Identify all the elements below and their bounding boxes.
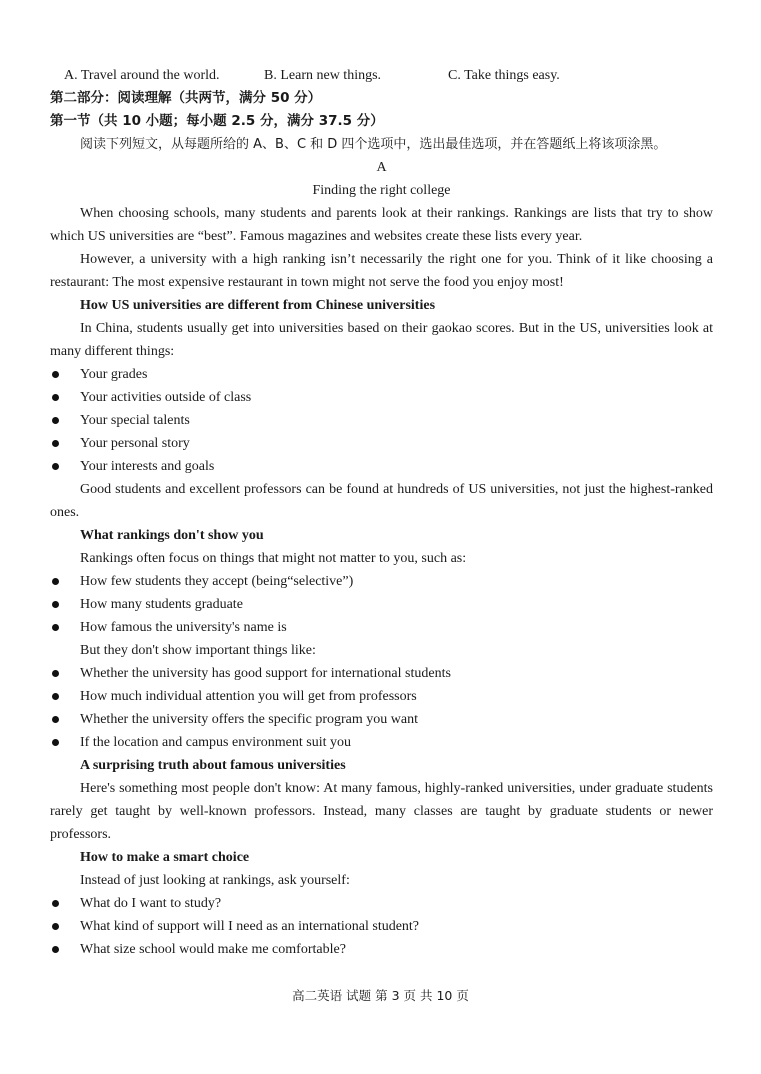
list-item: Whether the university has good support for international students xyxy=(50,662,713,685)
list-item: What kind of support will I need as an international student? xyxy=(50,915,713,938)
list-item: What size school would make me comfortable? xyxy=(50,938,713,961)
paragraph-2: However, a university with a high ranking isn’t necessarily the right one for you. Think of it like choosing a restaurant: The most expensive restaurant in town might not serve the food you enjoy most! xyxy=(50,252,713,290)
bullet-icon xyxy=(52,693,59,700)
bullet-icon xyxy=(52,670,59,677)
option-b: B. Learn new things. xyxy=(264,68,382,83)
option-a: A. Travel around the world. xyxy=(64,68,220,83)
list-item: How many students graduate xyxy=(50,593,713,616)
rankings-focus-list xyxy=(50,570,713,639)
passage-letter: A xyxy=(376,160,387,175)
list-item: If the location and campus environment suit you xyxy=(50,731,713,754)
paragraph-5: Rankings often focus on things that might not matter to you, such as: xyxy=(80,551,467,566)
bullet-icon xyxy=(52,716,59,723)
section-heading-truth: A surprising truth about famous universities xyxy=(80,758,346,773)
bullet-icon xyxy=(52,739,59,746)
list-item: Your personal story xyxy=(50,432,713,455)
list-item: How famous the university's name is xyxy=(50,616,713,639)
bullet-icon xyxy=(52,394,59,401)
option-c: C. Take things easy. xyxy=(448,68,560,83)
paragraph-4: Good students and excellent professors can be found at hundreds of US universities, not just the highest-ranked ones. xyxy=(50,482,713,520)
bullet-icon xyxy=(52,923,59,930)
answer-options xyxy=(50,64,713,87)
bullet-icon xyxy=(52,578,59,585)
section-heading-differences: How US universities are different from Chinese universities xyxy=(80,298,436,313)
list-item: How much individual attention you will get from professors xyxy=(50,685,713,708)
passage-title: Finding the right college xyxy=(312,183,451,198)
part-two-title: 第二部分：阅读理解（共两节，满分 50 分） xyxy=(50,90,322,106)
paragraph-1: When choosing schools, many students and parents look at their rankings. Rankings are lists that try to show which US universities are “best”. Famous magazines and websites create these lists every year. xyxy=(50,206,713,244)
page-footer: 高二英语 试题 第 3 页 共 10 页 xyxy=(292,988,469,1003)
bullet-icon xyxy=(52,946,59,953)
section-heading-choice: How to make a smart choice xyxy=(80,850,250,865)
bullet-icon xyxy=(52,463,59,470)
bullet-icon xyxy=(52,624,59,631)
bullet-icon xyxy=(52,900,59,907)
factors-list xyxy=(50,363,713,478)
list-item: Whether the university offers the specific program you want xyxy=(50,708,713,731)
list-item: Your interests and goals xyxy=(50,455,713,478)
bullet-icon xyxy=(52,417,59,424)
bullet-icon xyxy=(52,601,59,608)
section-heading-rankings: What rankings don't show you xyxy=(80,528,264,543)
paragraph-6: But they don't show important things like: xyxy=(80,643,316,658)
paragraph-8: Instead of just looking at rankings, ask yourself: xyxy=(80,873,350,888)
questions-list xyxy=(50,892,713,961)
list-item: What do I want to study? xyxy=(50,892,713,915)
bullet-icon xyxy=(52,371,59,378)
list-item: How few students they accept (being“selective”) xyxy=(50,570,713,593)
bullet-icon xyxy=(52,440,59,447)
instructions: 阅读下列短文，从每题所给的 A、B、C 和 D 四个选项中，选出最佳选项，并在答题纸上将该项涂黑。 xyxy=(80,137,667,152)
section-one-title: 第一节（共 10 小题；每小题 2.5 分，满分 37.5 分） xyxy=(50,113,384,129)
paragraph-3: In China, students usually get into universities based on their gaokao scores. But in the US, universities look at many different things: xyxy=(50,321,713,359)
important-things-list xyxy=(50,662,713,754)
paragraph-7: Here's something most people don't know: At many famous, highly-ranked universities, under graduate students rarely get taught by well-known professors. Instead, many classes are taught by graduate students or newer professors. xyxy=(50,781,713,842)
list-item: Your activities outside of class xyxy=(50,386,713,409)
exam-page xyxy=(50,64,713,961)
list-item: Your grades xyxy=(50,363,713,386)
list-item: Your special talents xyxy=(50,409,713,432)
